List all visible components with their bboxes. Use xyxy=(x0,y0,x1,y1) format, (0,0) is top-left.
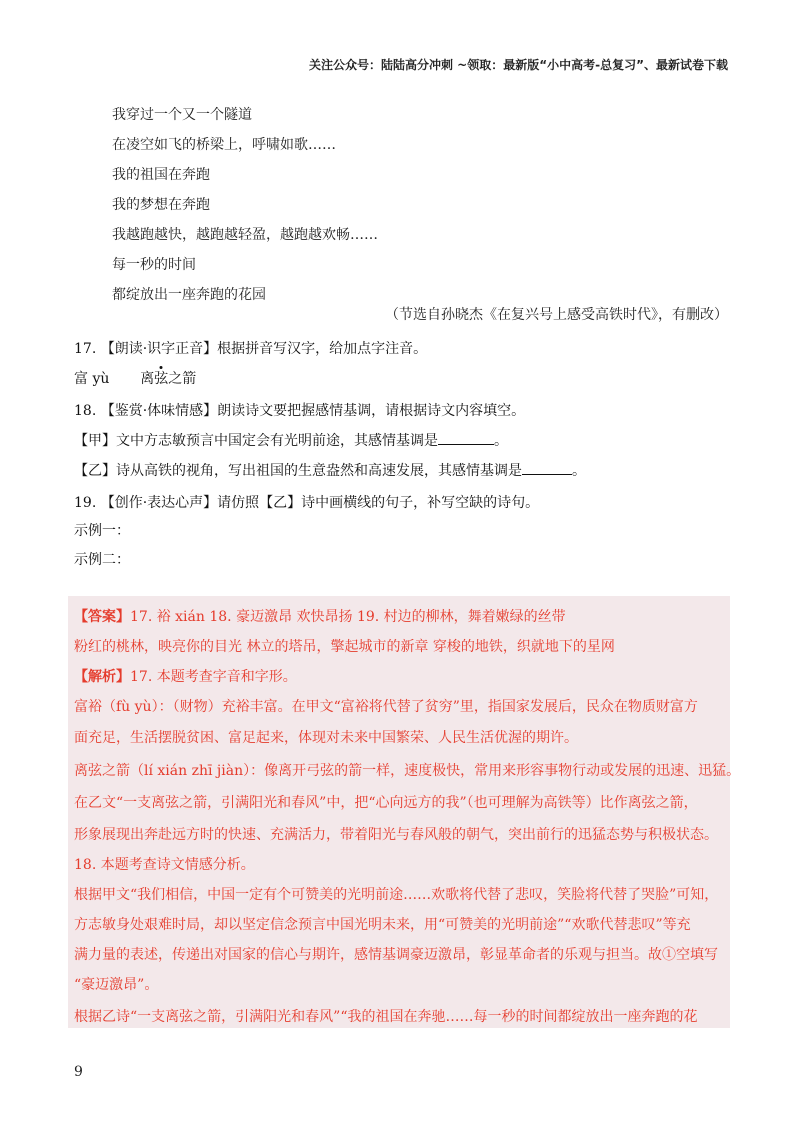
poem-line: 我越跑越快，越跑越轻盈，越跑越欢畅…… xyxy=(112,227,378,243)
poem-excerpt xyxy=(112,100,378,310)
poem-line: 我穿过一个又一个隧道 xyxy=(112,107,252,123)
fill-blank[interactable] xyxy=(522,460,572,475)
poem-line: 我的祖国在奔跑 xyxy=(112,167,210,183)
analysis-line: “豪迈激昂”。 xyxy=(74,977,159,993)
analysis-line: 形象展现出奔赴远方时的快速、充满活力，带着阳光与春风般的朝气，突出前行的迅猛态势与积极状态。 xyxy=(74,827,718,843)
item-fu-yu: 富 yù xyxy=(74,371,110,387)
fill-blank[interactable] xyxy=(438,430,494,445)
analysis-line: 富裕（fù yù）：（财物）充裕丰富。在甲文“富裕将代替了贫穷”里，指国家发展后，民众在物质财富方 xyxy=(74,699,698,715)
poem-line: 都绽放出一座奔跑的花园 xyxy=(112,287,266,303)
analysis-line: 方志敏身处艰难时局，却以坚定信念预言中国光明未来，用“可赞美的光明前途”“欢歌代替悲叹”等充 xyxy=(74,917,691,933)
answer-line: 粉红的桃林，映亮你的目光 林立的塔吊，擎起城市的新章 穿梭的地铁，织就地下的星网 xyxy=(74,639,615,655)
poem-line: 在凌空如飞的桥梁上，呼啸如歌…… xyxy=(112,137,336,153)
poem-source: （节选自孙晓杰《在复兴号上感受高铁时代》，有删改） xyxy=(385,307,728,323)
analysis-line: 面充足，生活摆脱贫困、富足起来，体现对未来中国繁荣、人民生活优渥的期许。 xyxy=(74,730,578,746)
analysis-line: 18. 本题考查诗文情感分析。 xyxy=(74,857,255,873)
dotted-char: 弦 xyxy=(154,371,169,387)
page-number: 9 xyxy=(74,1064,83,1080)
analysis-line: 离弦之箭（lí xián zhī jiàn）：像离开弓弦的箭一样，速度极快，常用来形容事物行动或发展的迅速、迅猛。 xyxy=(74,763,741,779)
analysis-line: 【解析】17. 本题考查字音和字形。 xyxy=(74,669,297,685)
item-li-xian-zhi-jian: 离弦之箭 xyxy=(140,371,197,387)
question-18-jia: 【甲】文中方志敏预言中国定会有光明前途，其感情基调是 。 xyxy=(74,430,508,450)
answer-line: 【答案】17. 裕 xián 18. 豪迈激昂 欢快昂扬 19. 村边的柳林，舞着嫩绿的丝带 xyxy=(74,609,566,625)
page-header: 关注公众号：陆陆高分冲刺 ~领取：最新版“小中高考-总复习”、最新试卷下载 xyxy=(309,58,728,72)
analysis-line: 根据乙诗“一支离弦之箭，引满阳光和春风”“我的祖国在奔驰……每一秒的时间都绽放出一座奔跑的花 xyxy=(74,1009,698,1025)
poem-line: 每一秒的时间 xyxy=(112,257,196,273)
analysis-line: 根据甲文“我们相信，中国一定有个可赞美的光明前途……欢歌将代替了悲叹，笑脸将代替了哭脸”可知， xyxy=(74,887,719,903)
poem-line: 我的梦想在奔跑 xyxy=(112,197,210,213)
question-18-yi: 【乙】诗从高铁的视角，写出祖国的生意盎然和高速发展，其感情基调是 。 xyxy=(74,460,586,480)
question-19: 19. 【创作·表达心声】请仿照【乙】诗中画横线的句子，补写空缺的诗句。 xyxy=(74,495,540,511)
question-17: 17. 【朗读·识字正音】根据拼音写汉字，给加点字注音。 xyxy=(74,341,428,357)
analysis-line: 满力量的表述，传递出对国家的信心与期许，感情基调豪迈激昂，彰显革命者的乐观与担当。故①空填写 xyxy=(74,947,718,963)
question-18: 18. 【鉴赏·体味情感】朗读诗文要把握感情基调，请根据诗文内容填空。 xyxy=(74,403,526,419)
example-two: 示例二： xyxy=(74,552,130,568)
analysis-line: 在乙文“一支离弦之箭，引满阳光和春风”中，把“心向远方的我”（也可理解为高铁等）比作离弦之箭， xyxy=(74,795,698,811)
question-17-items xyxy=(74,368,196,388)
example-one: 示例一： xyxy=(74,523,130,539)
